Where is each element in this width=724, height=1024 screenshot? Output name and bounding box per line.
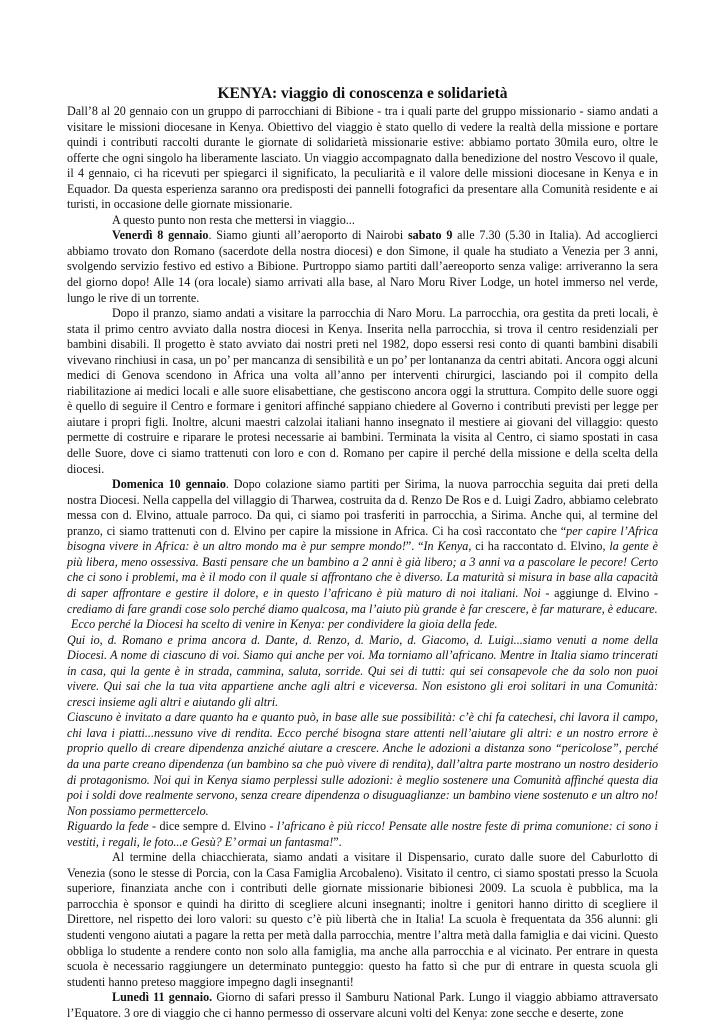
day-friday-paragraph bbox=[67, 228, 658, 306]
quote-text: l’africano è più ricco! Pensate alle nostre feste di prima comunione: ci sono i vestiti, i regali, le foto...e Gesù? E’ ormai un fantasma! bbox=[67, 819, 658, 849]
naro-moru-paragraph: Dopo il pranzo, siamo andati a visitare la parrocchia di Naro Moru. La parrocchia, ora gestita da preti locali, è stata il primo centro avviato dalla nostra diocesi in Kenya. Inserita nella parrocchia, si trova il centro residenziali per bambini disabili. Il progetto è stato avviato dai nostri preti nel 1982, dopo essersi resi conto di quanti bambini disabili vivevano rinchiusi in casa, un po’ per mancanza di sensibilità e un po’ per lontananza da centri abitati. Ancora oggi alcuni medici di Genova scendono in Africa una volta all’anno per interventi chirurgici, lasciando poi il compito della riabilitazione ai medici locali e alle suore elisabettiane, che gestiscono ancora oggi la struttura. Compito delle suore oggi è quello di seguire il Centro e formare i genitori affinché sappiano chiedere al Governo i contributi previsti per legge per aiutare i propri figli. Inoltre, alcuni maestri calzolai italiani hanno insegnato il mestiere ai giovani del villaggio: questo permette di costruire e riparare le protesi necessarie ai bambini. Terminata la visita al Centro, ci siamo spostati in casa delle Suore, dove ci siamo trattenuti con loro e con d. Romano per capire il perché della missione e della scelta della diocesi. bbox=[67, 306, 658, 476]
paragraph-text: . Siamo giunti all’aeroporto di Nairobi bbox=[208, 228, 408, 243]
paragraph-text: ”. “ bbox=[405, 539, 424, 554]
quote-text: crediamo di fare grandi cose solo perché diamo qualcosa, ma l’aiuto più grande è far crescere, è far maturare, è educare. bbox=[67, 601, 658, 616]
paragraph-text: Giorno di safari presso il Samburu National Park. Lungo il viaggio abbiamo attraversato l’Equatore. 3 ore di viaggio che ci hanno permesso di osservare alcuni volti del Kenya: zone secche e deserte, zone bbox=[67, 990, 658, 1020]
document-title: KENYA: viaggio di conoscenza e solidarietà bbox=[217, 85, 508, 102]
date-heading: Domenica 10 gennaio bbox=[112, 477, 226, 492]
paragraph-text: . Dopo colazione siamo partiti per Sirima, la nuova parrocchia seguita dai preti della nostra Diocesi. Nella cappella del villaggio di Tharwea, costruita da d. Renzo De Ros e d. Luigi Zadro, abbiamo celebrato messa con d. Elvino, attuale parroco. Da qui, ci siamo poi trasferiti in parrocchia, a Sirima. Anche qui, al termine del pranzo, ci siamo trattenuti con d. Elvino per capire la missione in Africa. Ci ha così raccontato che “ bbox=[67, 477, 658, 538]
dispensary-paragraph: Al termine della chiacchierata, siamo andati a visitare il Dispensario, curato dalle suore del Caburlotto di Venezia (sono le stesse di Porcia, con la Casa Famiglia Arcobaleno). Visitato il centro, ci siamo spostati presso la Scuola superiore, finanziata anche con i contributi delle giornate missionarie bibionesi 2009. La scuola è pubblica, ma la parrocchia è sponsor e quindi ha diritto di scegliere alcuni insegnanti; inoltre i genitori hanno diritto di scegliere il Direttore, nel rispetto dei loro valori: su questo c’è più libertà che in Italia! La scuola è frequentata da 356 alunni: gli studenti vengono aiutati a pagare la retta per metà dalla parrocchia, mentre l’altra metà dalla famiglia e dai vicini. Questo obbliga lo studente a rendere conto non solo alla famiglia, ma anche alla parrocchia e al vicinato. Per entrare in questa scuola è necessario raggiungere un determinato punteggio: questo ha fatto sì che pur di entrare in questa scuola gli studenti hanno preteso maggiore impegno dagli insegnanti! bbox=[67, 850, 658, 989]
day-monday-paragraph bbox=[67, 990, 658, 1021]
paragraph-text: ”. bbox=[333, 834, 342, 849]
quote-text: In Kenya, bbox=[423, 539, 472, 554]
paragraph-text: ci ha raccontato d. Elvino, bbox=[471, 539, 610, 554]
document-page bbox=[67, 84, 658, 1021]
quote-paragraph: Ecco perché la Diocesi ha scelto di venire in Kenya: per condividere la gioia della fede. bbox=[71, 617, 498, 632]
quote-text: la gente è più libera, meno ossessiva. Basti pensare che un bambino a 2 anni è già libero; a 3 anni va a pascolare le pecore! Certo che ci sono i problemi, ma è il modo con il quale si affrontano che è diverso. La maturità si misura in base alla capacità di saper affrontare e gestire il dolore, e in questo l’africano è più maturo di noi italiani. Noi bbox=[67, 539, 658, 600]
paragraph-text: - aggiunge d. Elvino - bbox=[540, 585, 658, 600]
paragraph-text: - dice sempre d. Elvino - bbox=[148, 819, 277, 834]
quote-text: Riguardo la fede bbox=[67, 819, 149, 834]
intro-paragraph: Dall’8 al 20 gennaio con un gruppo di parrocchiani di Bibione - tra i quali parte del gruppo missionario - siamo andati a visitare le missioni diocesane in Kenya. Obiettivo del viaggio è stato quello di vedere la realtà della missione e portare quindi i contributi raccolti durante le giornate di solidarietà missionarie estive: abbiamo portato 30mila euro, oltre le offerte che ogni singolo ha liberamente lasciato. Un viaggio accompagnato dalla benedizione del nostro Vescovo il quale, il 4 gennaio, ci ha ricevuti per spiegarci il significato, la peculiarità e il valore delle missioni diocesane in Kenya e in Equador. Da questa esperienza saranno ora predisposti dei pannelli fotografici da presentare alla Comunità residente e ai turisti, in occasione delle giornate missionarie. bbox=[67, 104, 658, 212]
quote-paragraph: Qui io, d. Romano e prima ancora d. Dante, d. Renzo, d. Mario, d. Giacomo, d. Luigi...siamo venuti a nome della Diocesi. A nome di ciascuno di voi. Siamo qui anche per voi. Ma torniamo all’africano. Mentre in Italia siamo trincerati in casa, qui la gente è in strada, cammina, saluta, sorride. Qui sei di tutti: qui sei consapevole che da solo non puoi vivere. Qui sai che la tua vita appartiene anche agli altri e viceversa. Non esistono gli eroi solitari in una Comunità: cresci insieme agli altri e aiutando gli altri. bbox=[67, 632, 658, 709]
date-heading: sabato 9 bbox=[407, 228, 453, 243]
quote-text: per capire l’Africa bisogna vivere in Africa: è un altro mondo ma è pur sempre mondo! bbox=[67, 523, 659, 554]
date-heading: Lunedì 11 gennaio. bbox=[112, 990, 213, 1005]
transition-paragraph: A questo punto non resta che mettersi in viaggio... bbox=[112, 212, 355, 227]
quote-paragraph: Ciascuno è invitato a dare quanto ha e quanto può, in base alle sue possibilità: c’è chi fa catechesi, chi lavora il campo, chi lava i piatti...nessuno vive di rendita. Ecco perché bisogna stare attenti nell’aiutare gli altri: e un nostro errore è proprio quello di creare dipendenza anziché aiutare a crescere. Anche le adozioni a distanza sono “pericolose”, perché da una parte creano dipendenza (un bambino sa che può vivere di rendita), dall’altra parte mostrano un nostro desiderio di protagonismo. Noi qui in Kenya siamo perplessi sulle adozioni: è meglio sostenere una Comunità affinché questa dia poi i soldi dove realmente servono, senza creare dipendenza o disuguaglianze: un bambino viene sostenuto e un altro no! Non possiamo permettercelo. bbox=[67, 710, 658, 818]
date-heading: Venerdì 8 gennaio bbox=[112, 228, 209, 243]
day-sunday-paragraph bbox=[67, 477, 658, 617]
faith-paragraph bbox=[67, 819, 658, 850]
paragraph-text: alle 7.30 (5.30 in Italia). Ad accoglierci abbiamo trovato don Romano (sacerdote della nostra diocesi) e don Simone, il quale ha studiato a Venezia per 3 anni, svolgendo servizio festivo ed estivo a Bibione. Purtroppo siamo partiti dall’aereoporto senza valige: arriveranno la sera del giorno dopo! Alle 14 (ora locale) siamo arrivati alla base, al Naro Moru River Lodge, un hotel immerso nel verde, lungo le rive di un torrente. bbox=[67, 228, 658, 305]
